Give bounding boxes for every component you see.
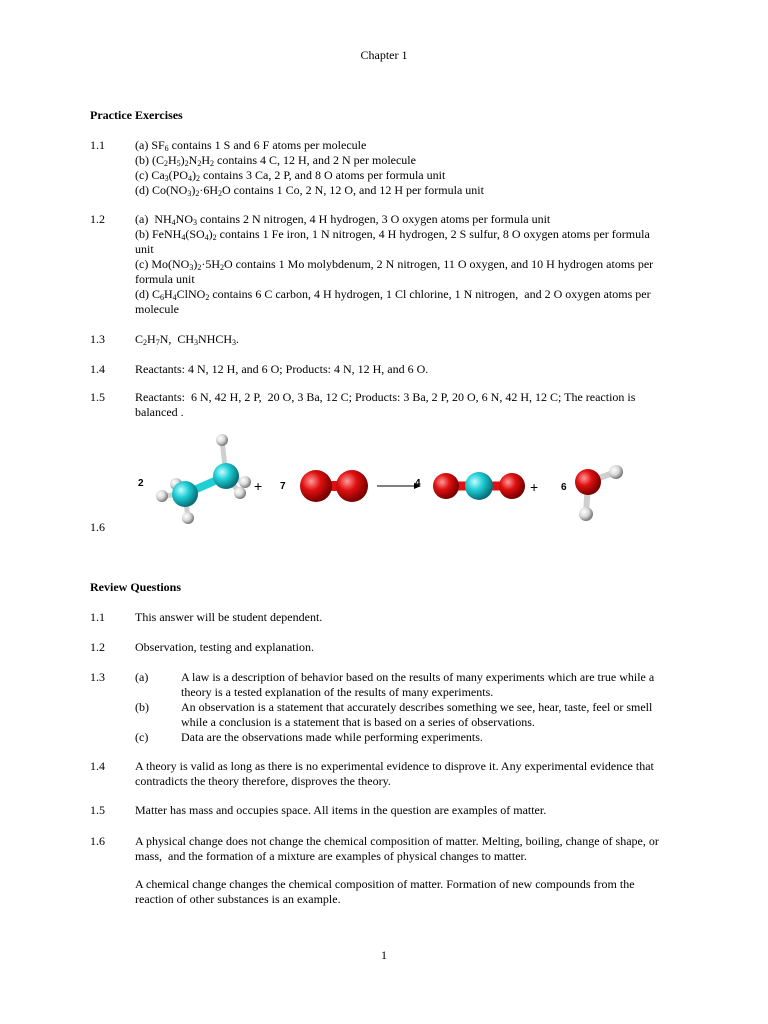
coefficient-ethane: 2 xyxy=(138,478,144,489)
answer-line: Data are the observations made while performing experiments. xyxy=(181,730,483,744)
review-answer xyxy=(135,610,675,625)
carbon-atom xyxy=(172,481,198,507)
hydrogen-atom xyxy=(234,487,246,499)
review-number: 1.1 xyxy=(90,610,105,624)
review-number: 1.6 xyxy=(90,834,105,848)
practice-heading: Practice Exercises xyxy=(90,108,183,122)
answer-line: A physical change does not change the chemical composition of matter. Melting, boiling, change of shape, or xyxy=(135,834,659,848)
answer-line: (c) $Ca_3(PO_4)_2$ contains 3 Ca, 2 P, and 8 O atoms per formula unit xyxy=(135,168,446,183)
coefficient-co2: 4 xyxy=(415,478,421,489)
answer-line: A theory is valid as long as there is no experimental evidence to disprove it. Any experimental evidence that xyxy=(135,759,654,773)
part-answer xyxy=(181,730,679,745)
answer-line: Reactants: 4 N, 12 H, and 6 O; Products: 4 N, 12 H, and 6 O. xyxy=(135,362,429,376)
practice-number: 1.3 xyxy=(90,332,105,346)
review-number: 1.2 xyxy=(90,640,105,654)
practice-number: 1.5 xyxy=(90,390,105,404)
practice-answer xyxy=(135,138,675,198)
answer-line: (d) $Co(NO_3)_2\cdot 6H_2O$ contains 1 Co, 2 N, 12 O, and 12 H per formula unit xyxy=(135,183,484,198)
review-answer xyxy=(135,834,675,864)
review-heading: Review Questions xyxy=(90,580,181,594)
oxygen-atom xyxy=(499,473,525,499)
answer-line: balanced . xyxy=(135,405,184,419)
practice-answer xyxy=(135,390,675,420)
oxygen-molecule xyxy=(300,470,368,502)
answer-line: while a conclusion is a statement that is based on a series of observations. xyxy=(181,715,535,729)
answer-line: An observation is a statement that accurately describes something we see, hear, taste, feel or smell xyxy=(181,700,653,714)
review-number: 1.5 xyxy=(90,803,105,817)
answer-line: Observation, testing and explanation. xyxy=(135,640,314,654)
page-number: 1 xyxy=(381,948,387,962)
coefficient-water: 6 xyxy=(561,482,567,493)
review-answer xyxy=(135,640,675,655)
carbon-atom xyxy=(465,472,493,500)
hydrogen-atom xyxy=(182,512,194,524)
review-answer xyxy=(135,759,675,789)
answer-line: $C_2H_7N$, $CH_3NHCH_3$. xyxy=(135,332,240,347)
water-molecule xyxy=(575,465,623,521)
answer-line: reaction of other substances is an example. xyxy=(135,892,341,906)
oxygen-atom xyxy=(433,473,459,499)
hydrogen-atom xyxy=(609,465,623,479)
part-answer xyxy=(181,670,679,700)
answer-line: A law is a description of behavior based on the results of many experiments which are true while a xyxy=(181,670,655,684)
hydrogen-atom xyxy=(216,434,228,446)
part-label: (c) xyxy=(135,730,149,744)
oxygen-atom xyxy=(575,469,601,495)
carbon-dioxide-molecule xyxy=(433,472,525,500)
part-label: (b) xyxy=(135,700,149,714)
answer-line: contradicts the theory therefore, disproves the theory. xyxy=(135,774,391,788)
reaction-figure xyxy=(130,428,640,528)
practice-number: 1.6 xyxy=(90,520,105,534)
oxygen-atom xyxy=(336,470,368,502)
ethane-molecule xyxy=(156,434,251,524)
hydrogen-atom xyxy=(156,490,168,502)
part-label: (a) xyxy=(135,670,149,684)
answer-line: theory is a tested explanation of the results of many experiments. xyxy=(181,685,494,699)
answer-line: A chemical change changes the chemical composition of matter. Formation of new compounds from the xyxy=(135,877,635,891)
practice-answer xyxy=(135,212,675,317)
answer-line: Matter has mass and occupies space. All items in the question are examples of matter. xyxy=(135,803,547,817)
answer-line: mass, and the formation of a mixture are examples of physical changes to matter. xyxy=(135,849,527,863)
answer-line: (b) $(C_2H_5)_2N_2H_2$ contains 4 C, 12 H, and 2 N per molecule xyxy=(135,153,416,168)
carbon-atom xyxy=(213,463,239,489)
practice-answer xyxy=(135,362,675,377)
answer-line: (c) $Mo(NO_3)_2\cdot 5H_2O$ contains 1 Mo molybdenum, 2 N nitrogen, 11 O oxygen, and 10 H hydrogen atoms per xyxy=(135,257,654,272)
review-number: 1.3 xyxy=(90,670,105,684)
practice-number: 1.2 xyxy=(90,212,105,226)
answer-line: This answer will be student dependent. xyxy=(135,610,323,624)
answer-line: (d) $C_6H_4ClNO_2$ contains 6 C carbon, 4 H hydrogen, 1 Cl chlorine, 1 N nitrogen, and 2 O oxygen atoms per xyxy=(135,287,651,302)
answer-line: (a) $SF_6$ contains 1 S and 6 F atoms per molecule xyxy=(135,138,367,153)
answer-line: formula unit xyxy=(135,272,195,286)
review-answer-continued xyxy=(135,877,675,907)
answer-line: (a) $NH_4NO_3$ contains 2 N nitrogen, 4 H hydrogen, 3 O oxygen atoms per formula unit xyxy=(135,212,551,227)
review-answer xyxy=(135,803,675,818)
hydrogen-atom xyxy=(579,507,593,521)
answer-line: (b) $FeNH_4(SO_4)_2$ contains 1 Fe iron, 1 N nitrogen, 4 H hydrogen, 2 S sulfur, 8 O oxygen atoms per formula xyxy=(135,227,650,242)
hydrogen-atom xyxy=(239,476,251,488)
practice-answer xyxy=(135,332,675,347)
answer-line: molecule xyxy=(135,302,179,316)
review-number: 1.4 xyxy=(90,759,105,773)
coefficient-oxygen: 7 xyxy=(280,481,286,492)
practice-number: 1.4 xyxy=(90,362,105,376)
answer-line: Reactants: 6 N, 42 H, 2 P, 20 O, 3 Ba, 12 C; Products: 3 Ba, 2 P, 20 O, 6 N, 42 H, 12 C; The reaction is xyxy=(135,390,636,404)
practice-number: 1.1 xyxy=(90,138,105,152)
plus-sign: + xyxy=(254,478,263,494)
answer-line: unit xyxy=(135,242,154,256)
part-answer xyxy=(181,700,679,730)
oxygen-atom xyxy=(300,470,332,502)
chapter-title: Chapter 1 xyxy=(360,48,408,62)
plus-sign: + xyxy=(530,479,539,495)
